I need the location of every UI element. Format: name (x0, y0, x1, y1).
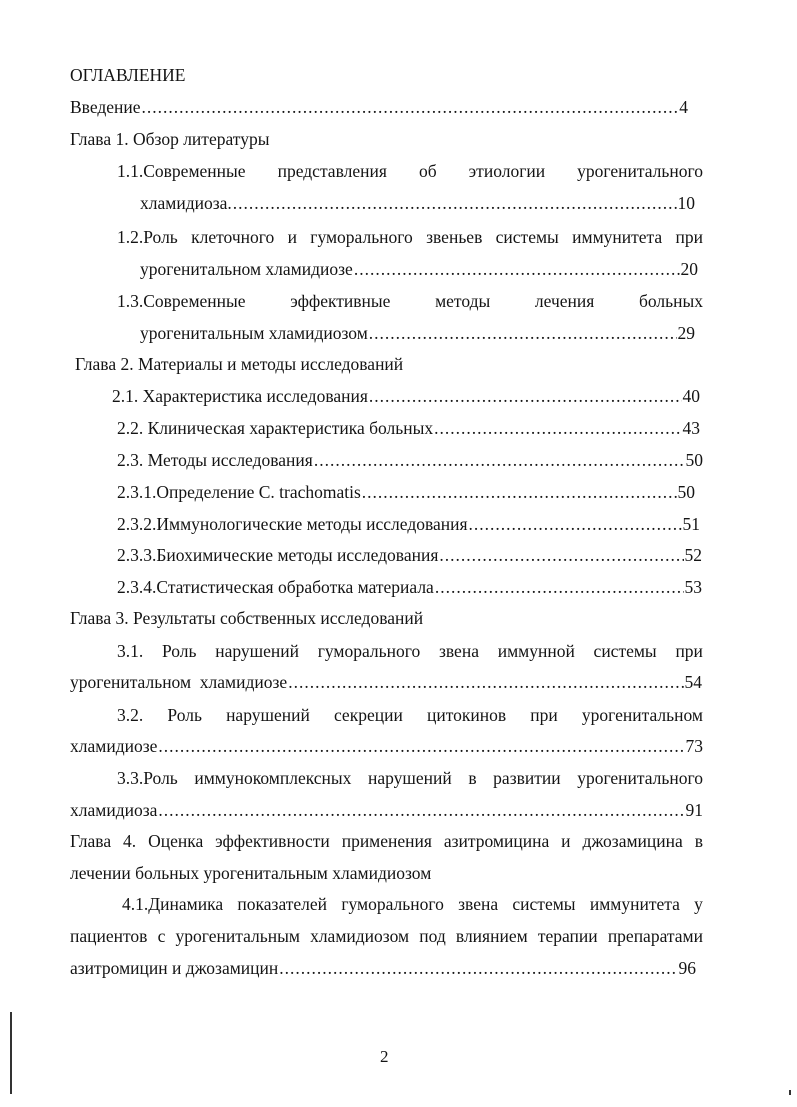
page-number: 2 (380, 1047, 389, 1066)
section-3-2-line-2: хламидиозе ..... 73 (70, 735, 703, 757)
section-4-1-line-1: 4.1.Динамика показателей гуморального звена системы иммунитета у (122, 894, 703, 914)
section-3-3-line-1: 3.3.Роль иммунокомплексных нарушений в развитии урогенитального (117, 768, 703, 788)
section-1-1-line-2: хламидиоза. ..... 10 (140, 192, 695, 214)
section-1-2-line-1: 1.2.Роль клеточного и гуморального звеньев системы иммунитета при (117, 227, 703, 247)
chapter-3-title: Глава 3. Результаты собственных исследований (70, 608, 424, 628)
section-3-1-line-2: урогенитальном хламидиозе ..... 54 (70, 671, 702, 693)
chapter-4-title-line-1: Глава 4. Оценка эффективности применения азитромицина и джозамицина в (70, 831, 703, 851)
section-4-1-line-3: азитромицин и джозамицин ..... 96 (70, 957, 696, 979)
section-3-2-line-1: 3.2. Роль нарушений секреции цитокинов при урогенитальном (117, 705, 703, 725)
section-1-2-line-2: урогенитальном хламидиозе ..... 20 (140, 258, 698, 280)
toc-entry-2-3-4: 2.3.4.Статистическая обработка материала ..... 53 (117, 576, 702, 598)
toc-entry-2-2: 2.2. Клиническая характеристика больных ..... 43 (117, 417, 700, 439)
section-1-3-line-1: 1.3.Современные эффективные методы лечения больных (117, 291, 703, 311)
scan-speck (789, 1090, 791, 1095)
section-1-1-line-1: 1.1.Современные представления об этиологии урогенитального (117, 161, 703, 181)
section-4-1-line-2: пациентов с урогенитальным хламидиозом под влиянием терапии препаратами (70, 926, 703, 946)
chapter-1-title: Глава 1. Обзор литературы (70, 129, 270, 149)
scan-edge-line (10, 1012, 12, 1094)
toc-entry-2-3-2: 2.3.2.Иммунологические методы исследования ..... 51 (117, 513, 700, 535)
toc-heading: ОГЛАВЛЕНИЕ (70, 65, 186, 85)
section-3-1-line-1: 3.1. Роль нарушений гуморального звена иммунной системы при (117, 641, 703, 661)
chapter-4-title-line-2: лечении больных урогенитальным хламидиозом (70, 863, 432, 883)
toc-entry-intro: Введение ..... 4 (70, 96, 688, 118)
toc-entry-2-3-3: 2.3.3.Биохимические методы исследования ..... 52 (117, 544, 702, 566)
toc-entry-2-3: 2.3. Методы исследования ..... 50 (117, 449, 703, 471)
section-1-3-line-2: урогенитальным хламидиозом ..... 29 (140, 322, 695, 344)
section-3-3-line-2: хламидиоза ..... 91 (70, 799, 703, 821)
toc-entry-2-1: 2.1. Характеристика исследования ..... 40 (112, 385, 700, 407)
chapter-2-title: Глава 2. Материалы и методы исследований (75, 354, 404, 374)
toc-entry-2-3-1: 2.3.1.Определение C. trachomatis ..... 50 (117, 481, 695, 503)
